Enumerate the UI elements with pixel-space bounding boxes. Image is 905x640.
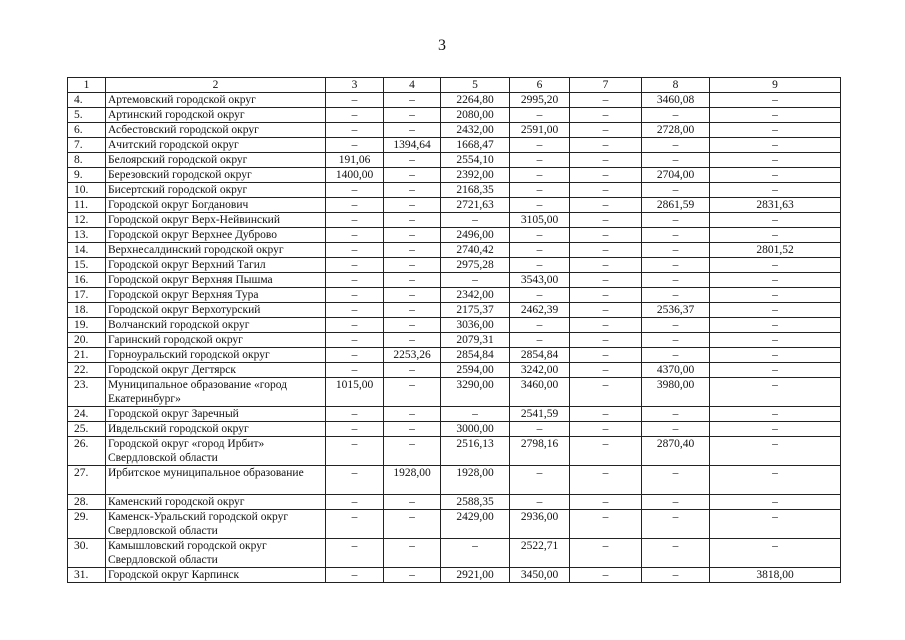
value-cell-c7: – — [570, 183, 642, 198]
value-cell-c9: – — [710, 123, 841, 138]
value-cell-c8: 2861,59 — [642, 198, 710, 213]
value-cell-c9: – — [710, 437, 841, 466]
value-cell-c5: 2554,10 — [441, 153, 510, 168]
value-cell-c6: – — [510, 198, 570, 213]
municipality-name: Белоярский городской округ — [106, 153, 326, 168]
value-cell-c6: – — [510, 168, 570, 183]
table-row — [68, 138, 841, 153]
value-cell-c9: – — [710, 422, 841, 437]
value-cell-c6: 2936,00 — [510, 510, 570, 539]
value-cell-c5: 2264,80 — [441, 93, 510, 108]
value-cell-c8: 2870,40 — [642, 437, 710, 466]
value-cell-c3: – — [326, 258, 384, 273]
value-cell-c8: – — [642, 407, 710, 422]
value-cell-c6: – — [510, 153, 570, 168]
row-number: 29. — [68, 510, 106, 539]
municipality-name: Муниципальное образование «город Екатеринбург» — [106, 378, 326, 407]
table-row — [68, 93, 841, 108]
value-cell-c5: 2080,00 — [441, 108, 510, 123]
value-cell-c7: – — [570, 288, 642, 303]
municipality-name: Городской округ Верхотурский — [106, 303, 326, 318]
value-cell-c5: 3000,00 — [441, 422, 510, 437]
table-row — [68, 258, 841, 273]
value-cell-c9: 3818,00 — [710, 568, 841, 583]
municipality-name: Городской округ Дегтярск — [106, 363, 326, 378]
value-cell-c9: – — [710, 183, 841, 198]
value-cell-c3: – — [326, 243, 384, 258]
value-cell-c8: – — [642, 348, 710, 363]
value-cell-c6: 3105,00 — [510, 213, 570, 228]
value-cell-c8: – — [642, 153, 710, 168]
table-row — [68, 243, 841, 258]
value-cell-c7: – — [570, 437, 642, 466]
value-cell-c8: – — [642, 568, 710, 583]
value-cell-c6: 3450,00 — [510, 568, 570, 583]
value-cell-c8: 2536,37 — [642, 303, 710, 318]
value-cell-c7: – — [570, 333, 642, 348]
value-cell-c4: – — [384, 568, 441, 583]
value-cell-c6: 2995,20 — [510, 93, 570, 108]
municipality-name: Верхнесалдинский городской округ — [106, 243, 326, 258]
value-cell-c5: 3036,00 — [441, 318, 510, 333]
table-row — [68, 378, 841, 407]
municipality-name: Артинский городской округ — [106, 108, 326, 123]
row-number: 21. — [68, 348, 106, 363]
value-cell-c6: 2522,71 — [510, 539, 570, 568]
row-number: 31. — [68, 568, 106, 583]
row-number: 15. — [68, 258, 106, 273]
value-cell-c4: – — [384, 273, 441, 288]
value-cell-c9: – — [710, 288, 841, 303]
row-number: 28. — [68, 495, 106, 510]
value-cell-c9: – — [710, 333, 841, 348]
municipality-name: Ачитский городской округ — [106, 138, 326, 153]
value-cell-c5: 2079,31 — [441, 333, 510, 348]
value-cell-c4: – — [384, 539, 441, 568]
value-cell-c4: – — [384, 363, 441, 378]
value-cell-c4: 1394,64 — [384, 138, 441, 153]
value-cell-c3: – — [326, 495, 384, 510]
value-cell-c9: – — [710, 495, 841, 510]
column-header: 2 — [106, 78, 326, 93]
value-cell-c9: – — [710, 348, 841, 363]
value-cell-c8: – — [642, 495, 710, 510]
value-cell-c6: 2591,00 — [510, 123, 570, 138]
value-cell-c7: – — [570, 228, 642, 243]
value-cell-c4: – — [384, 258, 441, 273]
value-cell-c7: – — [570, 303, 642, 318]
value-cell-c5: 2594,00 — [441, 363, 510, 378]
value-cell-c7: – — [570, 539, 642, 568]
value-cell-c8: – — [642, 422, 710, 437]
column-header: 9 — [710, 78, 841, 93]
value-cell-c5: 2429,00 — [441, 510, 510, 539]
value-cell-c5: 1668,47 — [441, 138, 510, 153]
value-cell-c8: – — [642, 243, 710, 258]
value-cell-c7: – — [570, 273, 642, 288]
value-cell-c9: – — [710, 138, 841, 153]
value-cell-c6: – — [510, 138, 570, 153]
value-cell-c3: – — [326, 333, 384, 348]
row-number: 27. — [68, 466, 106, 495]
value-cell-c3: – — [326, 228, 384, 243]
row-number: 7. — [68, 138, 106, 153]
column-header: 7 — [570, 78, 642, 93]
value-cell-c5: 2721,63 — [441, 198, 510, 213]
municipality-name: Городской округ «город Ирбит» Свердловской области — [106, 437, 326, 466]
value-cell-c7: – — [570, 153, 642, 168]
value-cell-c6: – — [510, 466, 570, 495]
municipality-name: Городской округ Верхний Тагил — [106, 258, 326, 273]
value-cell-c5: – — [441, 539, 510, 568]
municipality-name: Каменск-Уральский городской округ Свердловской области — [106, 510, 326, 539]
value-cell-c7: – — [570, 495, 642, 510]
value-cell-c4: – — [384, 183, 441, 198]
value-cell-c4: – — [384, 288, 441, 303]
value-cell-c7: – — [570, 568, 642, 583]
value-cell-c9: – — [710, 228, 841, 243]
value-cell-c3: 1400,00 — [326, 168, 384, 183]
value-cell-c7: – — [570, 108, 642, 123]
row-number: 4. — [68, 93, 106, 108]
value-cell-c8: – — [642, 333, 710, 348]
value-cell-c3: – — [326, 213, 384, 228]
value-cell-c9: – — [710, 153, 841, 168]
municipality-name: Гаринский городской округ — [106, 333, 326, 348]
table-header-row — [68, 78, 841, 93]
data-table — [67, 77, 841, 583]
value-cell-c5: 2588,35 — [441, 495, 510, 510]
value-cell-c9: – — [710, 407, 841, 422]
municipality-name: Ивдельский городской округ — [106, 422, 326, 437]
value-cell-c8: – — [642, 258, 710, 273]
value-cell-c6: 2854,84 — [510, 348, 570, 363]
table-row — [68, 213, 841, 228]
table-row — [68, 198, 841, 213]
row-number: 13. — [68, 228, 106, 243]
row-number: 10. — [68, 183, 106, 198]
value-cell-c3: – — [326, 288, 384, 303]
value-cell-c4: – — [384, 93, 441, 108]
value-cell-c7: – — [570, 168, 642, 183]
row-number: 24. — [68, 407, 106, 422]
row-number: 30. — [68, 539, 106, 568]
value-cell-c9: – — [710, 108, 841, 123]
value-cell-c5: – — [441, 273, 510, 288]
value-cell-c3: – — [326, 466, 384, 495]
column-header: 5 — [441, 78, 510, 93]
value-cell-c5: 2921,00 — [441, 568, 510, 583]
value-cell-c5: 2854,84 — [441, 348, 510, 363]
row-number: 9. — [68, 168, 106, 183]
value-cell-c5: 2342,00 — [441, 288, 510, 303]
value-cell-c5: 2392,00 — [441, 168, 510, 183]
value-cell-c9: – — [710, 303, 841, 318]
table-row — [68, 495, 841, 510]
value-cell-c7: – — [570, 198, 642, 213]
value-cell-c3: – — [326, 198, 384, 213]
municipality-name: Ирбитское муниципальное образование — [106, 466, 326, 495]
value-cell-c4: 1928,00 — [384, 466, 441, 495]
value-cell-c7: – — [570, 407, 642, 422]
value-cell-c9: – — [710, 539, 841, 568]
row-number: 19. — [68, 318, 106, 333]
value-cell-c5: 1928,00 — [441, 466, 510, 495]
value-cell-c6: 3460,00 — [510, 378, 570, 407]
value-cell-c5: 2740,42 — [441, 243, 510, 258]
row-number: 20. — [68, 333, 106, 348]
municipality-name: Каменский городской округ — [106, 495, 326, 510]
value-cell-c5: 2516,13 — [441, 437, 510, 466]
value-cell-c6: – — [510, 183, 570, 198]
table-row — [68, 153, 841, 168]
value-cell-c6: – — [510, 333, 570, 348]
value-cell-c3: – — [326, 568, 384, 583]
value-cell-c4: – — [384, 318, 441, 333]
value-cell-c8: – — [642, 213, 710, 228]
value-cell-c6: – — [510, 288, 570, 303]
value-cell-c6: 3242,00 — [510, 363, 570, 378]
row-number: 23. — [68, 378, 106, 407]
table-row — [68, 123, 841, 138]
table-row — [68, 228, 841, 243]
value-cell-c5: 2432,00 — [441, 123, 510, 138]
row-number: 17. — [68, 288, 106, 303]
value-cell-c7: – — [570, 363, 642, 378]
value-cell-c4: – — [384, 108, 441, 123]
value-cell-c5: 3290,00 — [441, 378, 510, 407]
value-cell-c4: 2253,26 — [384, 348, 441, 363]
value-cell-c6: – — [510, 108, 570, 123]
value-cell-c5: 2175,37 — [441, 303, 510, 318]
table-row — [68, 303, 841, 318]
value-cell-c6: – — [510, 243, 570, 258]
value-cell-c4: – — [384, 495, 441, 510]
value-cell-c8: – — [642, 183, 710, 198]
table-row — [68, 108, 841, 123]
value-cell-c9: 2801,52 — [710, 243, 841, 258]
table-row — [68, 183, 841, 198]
value-cell-c3: – — [326, 93, 384, 108]
value-cell-c5: 2496,00 — [441, 228, 510, 243]
table-row — [68, 539, 841, 568]
value-cell-c3: – — [326, 303, 384, 318]
column-header: 8 — [642, 78, 710, 93]
value-cell-c3: – — [326, 273, 384, 288]
value-cell-c8: – — [642, 318, 710, 333]
row-number: 5. — [68, 108, 106, 123]
municipality-name: Городской округ Верхняя Тура — [106, 288, 326, 303]
value-cell-c3: – — [326, 422, 384, 437]
table-row — [68, 318, 841, 333]
table-row — [68, 422, 841, 437]
value-cell-c6: – — [510, 318, 570, 333]
value-cell-c8: – — [642, 273, 710, 288]
value-cell-c4: – — [384, 378, 441, 407]
value-cell-c7: – — [570, 138, 642, 153]
value-cell-c3: – — [326, 510, 384, 539]
value-cell-c8: 2728,00 — [642, 123, 710, 138]
value-cell-c4: – — [384, 123, 441, 138]
value-cell-c3: – — [326, 183, 384, 198]
value-cell-c4: – — [384, 213, 441, 228]
page-number: 3 — [438, 37, 446, 54]
value-cell-c4: – — [384, 243, 441, 258]
municipality-name: Городской округ Верх-Нейвинский — [106, 213, 326, 228]
value-cell-c4: – — [384, 510, 441, 539]
column-header: 3 — [326, 78, 384, 93]
municipality-name: Бисертский городской округ — [106, 183, 326, 198]
value-cell-c9: – — [710, 258, 841, 273]
column-header: 1 — [68, 78, 106, 93]
value-cell-c4: – — [384, 228, 441, 243]
value-cell-c6: – — [510, 422, 570, 437]
municipality-name: Городской округ Заречный — [106, 407, 326, 422]
value-cell-c3: – — [326, 108, 384, 123]
value-cell-c5: 2168,35 — [441, 183, 510, 198]
value-cell-c5: – — [441, 213, 510, 228]
value-cell-c8: – — [642, 466, 710, 495]
value-cell-c6: 2541,59 — [510, 407, 570, 422]
row-number: 8. — [68, 153, 106, 168]
value-cell-c7: – — [570, 422, 642, 437]
value-cell-c6: 2462,39 — [510, 303, 570, 318]
value-cell-c7: – — [570, 213, 642, 228]
value-cell-c4: – — [384, 333, 441, 348]
municipality-name: Волчанский городской округ — [106, 318, 326, 333]
value-cell-c3: – — [326, 138, 384, 153]
row-number: 22. — [68, 363, 106, 378]
value-cell-c8: 4370,00 — [642, 363, 710, 378]
value-cell-c4: – — [384, 153, 441, 168]
table-row — [68, 333, 841, 348]
value-cell-c7: – — [570, 93, 642, 108]
value-cell-c7: – — [570, 378, 642, 407]
value-cell-c5: – — [441, 407, 510, 422]
value-cell-c8: – — [642, 539, 710, 568]
value-cell-c6: – — [510, 258, 570, 273]
value-cell-c9: – — [710, 168, 841, 183]
table-row — [68, 273, 841, 288]
value-cell-c8: – — [642, 108, 710, 123]
table-row — [68, 437, 841, 466]
value-cell-c3: 1015,00 — [326, 378, 384, 407]
value-cell-c6: – — [510, 495, 570, 510]
table-row — [68, 288, 841, 303]
value-cell-c9: – — [710, 273, 841, 288]
municipality-name: Березовский городской округ — [106, 168, 326, 183]
value-cell-c8: – — [642, 288, 710, 303]
value-cell-c7: – — [570, 466, 642, 495]
row-number: 11. — [68, 198, 106, 213]
table-row — [68, 348, 841, 363]
municipality-name: Горноуральский городской округ — [106, 348, 326, 363]
municipality-name: Городской округ Верхнее Дуброво — [106, 228, 326, 243]
value-cell-c3: – — [326, 318, 384, 333]
municipality-name: Артемовский городской округ — [106, 93, 326, 108]
row-number: 12. — [68, 213, 106, 228]
table-row — [68, 407, 841, 422]
value-cell-c3: – — [326, 363, 384, 378]
value-cell-c8: – — [642, 228, 710, 243]
value-cell-c4: – — [384, 422, 441, 437]
value-cell-c9: – — [710, 363, 841, 378]
table-row — [68, 168, 841, 183]
municipality-name: Городской округ Карпинск — [106, 568, 326, 583]
value-cell-c6: – — [510, 228, 570, 243]
value-cell-c9: – — [710, 510, 841, 539]
value-cell-c8: – — [642, 510, 710, 539]
row-number: 16. — [68, 273, 106, 288]
value-cell-c4: – — [384, 437, 441, 466]
value-cell-c6: 2798,16 — [510, 437, 570, 466]
value-cell-c9: – — [710, 466, 841, 495]
value-cell-c7: – — [570, 348, 642, 363]
column-header: 4 — [384, 78, 441, 93]
row-number: 25. — [68, 422, 106, 437]
value-cell-c3: – — [326, 407, 384, 422]
value-cell-c7: – — [570, 123, 642, 138]
value-cell-c8: 3460,08 — [642, 93, 710, 108]
value-cell-c3: – — [326, 123, 384, 138]
value-cell-c7: – — [570, 258, 642, 273]
table-row — [68, 510, 841, 539]
value-cell-c7: – — [570, 510, 642, 539]
value-cell-c4: – — [384, 303, 441, 318]
value-cell-c5: 2975,28 — [441, 258, 510, 273]
value-cell-c9: – — [710, 378, 841, 407]
value-cell-c7: – — [570, 243, 642, 258]
value-cell-c7: – — [570, 318, 642, 333]
value-cell-c3: – — [326, 348, 384, 363]
table-row — [68, 363, 841, 378]
value-cell-c9: – — [710, 213, 841, 228]
value-cell-c3: – — [326, 437, 384, 466]
value-cell-c8: 2704,00 — [642, 168, 710, 183]
municipality-name: Городской округ Богданович — [106, 198, 326, 213]
value-cell-c8: – — [642, 138, 710, 153]
column-header: 6 — [510, 78, 570, 93]
row-number: 14. — [68, 243, 106, 258]
municipality-name: Камышловский городской округ Свердловской области — [106, 539, 326, 568]
table-row — [68, 466, 841, 495]
value-cell-c3: – — [326, 539, 384, 568]
value-cell-c3: 191,06 — [326, 153, 384, 168]
value-cell-c4: – — [384, 198, 441, 213]
value-cell-c4: – — [384, 407, 441, 422]
value-cell-c6: 3543,00 — [510, 273, 570, 288]
value-cell-c4: – — [384, 168, 441, 183]
row-number: 6. — [68, 123, 106, 138]
value-cell-c9: – — [710, 93, 841, 108]
table-row — [68, 568, 841, 583]
municipality-name: Асбестовский городской округ — [106, 123, 326, 138]
value-cell-c8: 3980,00 — [642, 378, 710, 407]
municipality-name: Городской округ Верхняя Пышма — [106, 273, 326, 288]
value-cell-c9: 2831,63 — [710, 198, 841, 213]
value-cell-c9: – — [710, 318, 841, 333]
row-number: 18. — [68, 303, 106, 318]
row-number: 26. — [68, 437, 106, 466]
